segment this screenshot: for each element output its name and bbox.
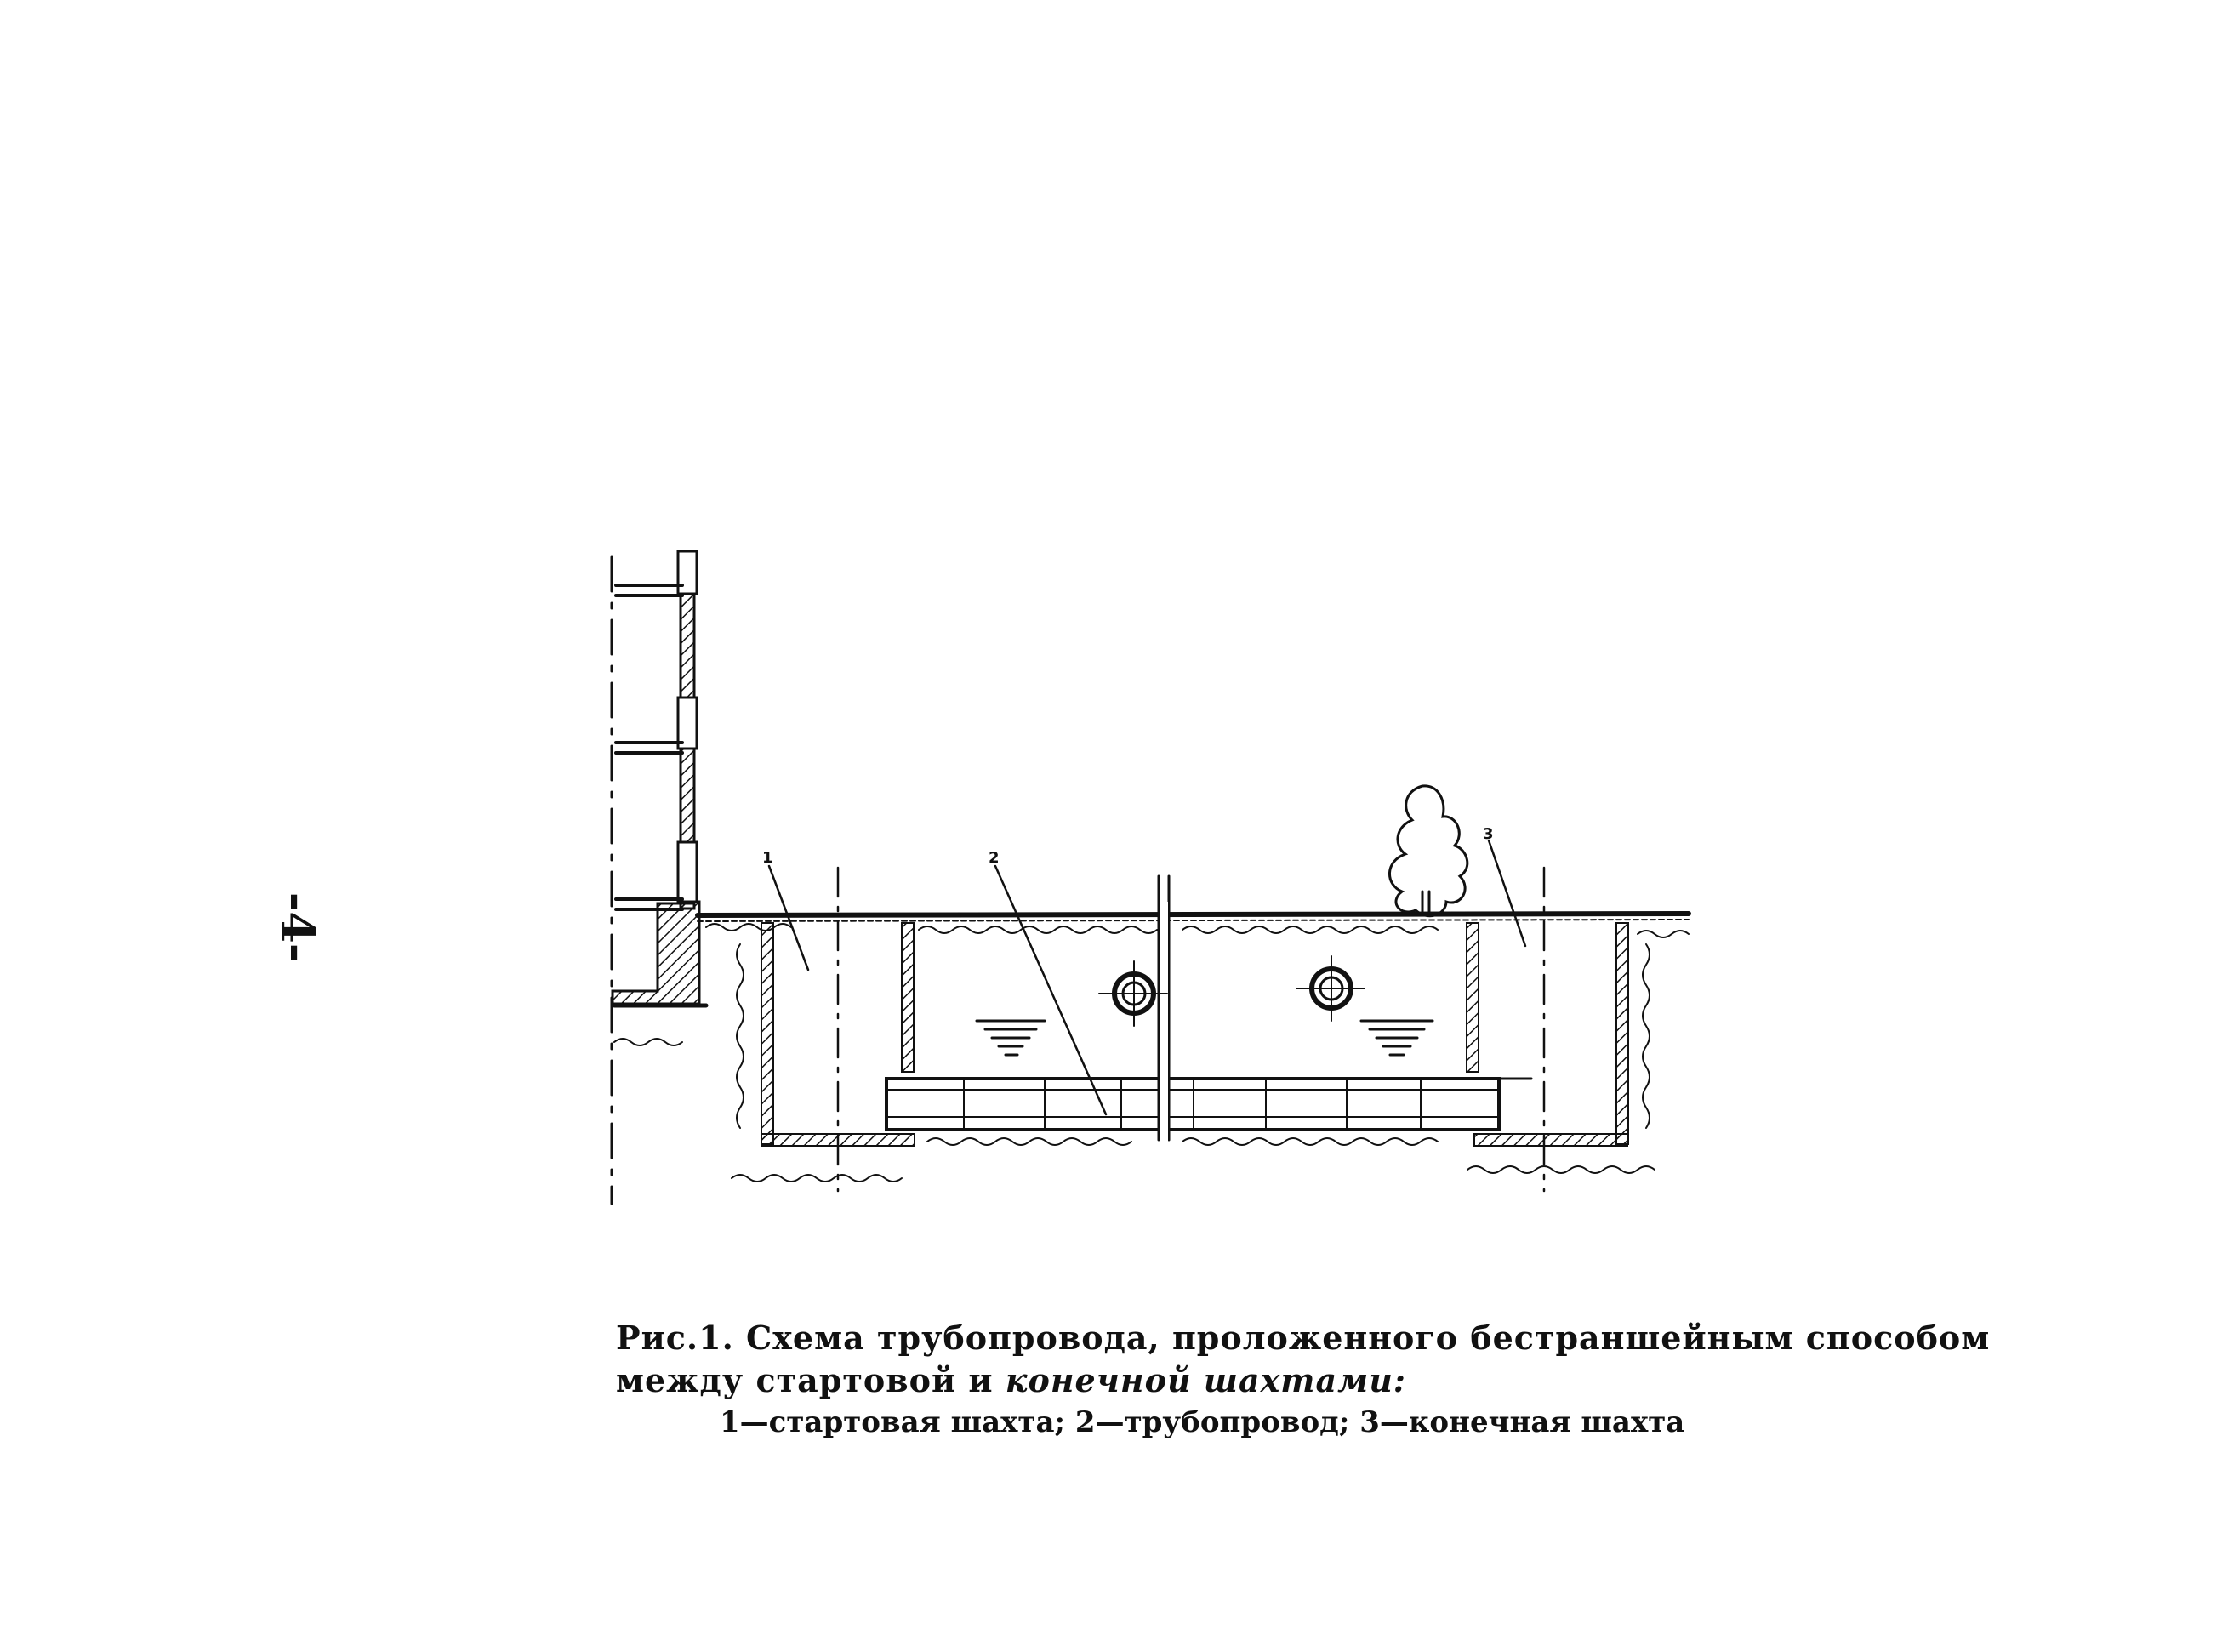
building-wall-low [678,842,697,902]
ground-surface [698,914,1689,921]
building [612,551,706,1204]
caption-line-1 [616,1317,1991,1359]
caption-line-2 [616,1359,1858,1402]
caption-legend: 1—стартовая шахта; 2—трубопровод; 3—конечная шахта [720,1405,1685,1439]
caption-title-italic: конечной шахтами: [1005,1361,1406,1399]
callout-label-3: 3 [1483,825,1494,843]
caption-prefix: Рис.1. [616,1319,734,1357]
callout-label-2: 2 [989,849,1000,867]
water-level-left [977,1021,1045,1055]
utility-pipe-right [1296,956,1365,1021]
callout-leader-1 [769,866,808,970]
figure-caption [616,1317,1991,1443]
caption-title-text: Схема трубопровода, проложенного бестраншейным способом [746,1319,1991,1357]
building-wall-top [678,551,697,594]
page-number: -4- [271,892,325,963]
break-lines [1159,876,1169,1148]
pipeline [886,1079,1531,1130]
callout-label-1: 1 [762,849,773,867]
water-level-right [1361,1021,1433,1055]
tree-icon [1389,786,1467,916]
utility-pipe-left [1099,961,1167,1026]
caption-title-plain: между стартовой и [616,1361,1006,1399]
callout-leader-3 [1489,840,1525,946]
building-foundation [613,902,699,1004]
